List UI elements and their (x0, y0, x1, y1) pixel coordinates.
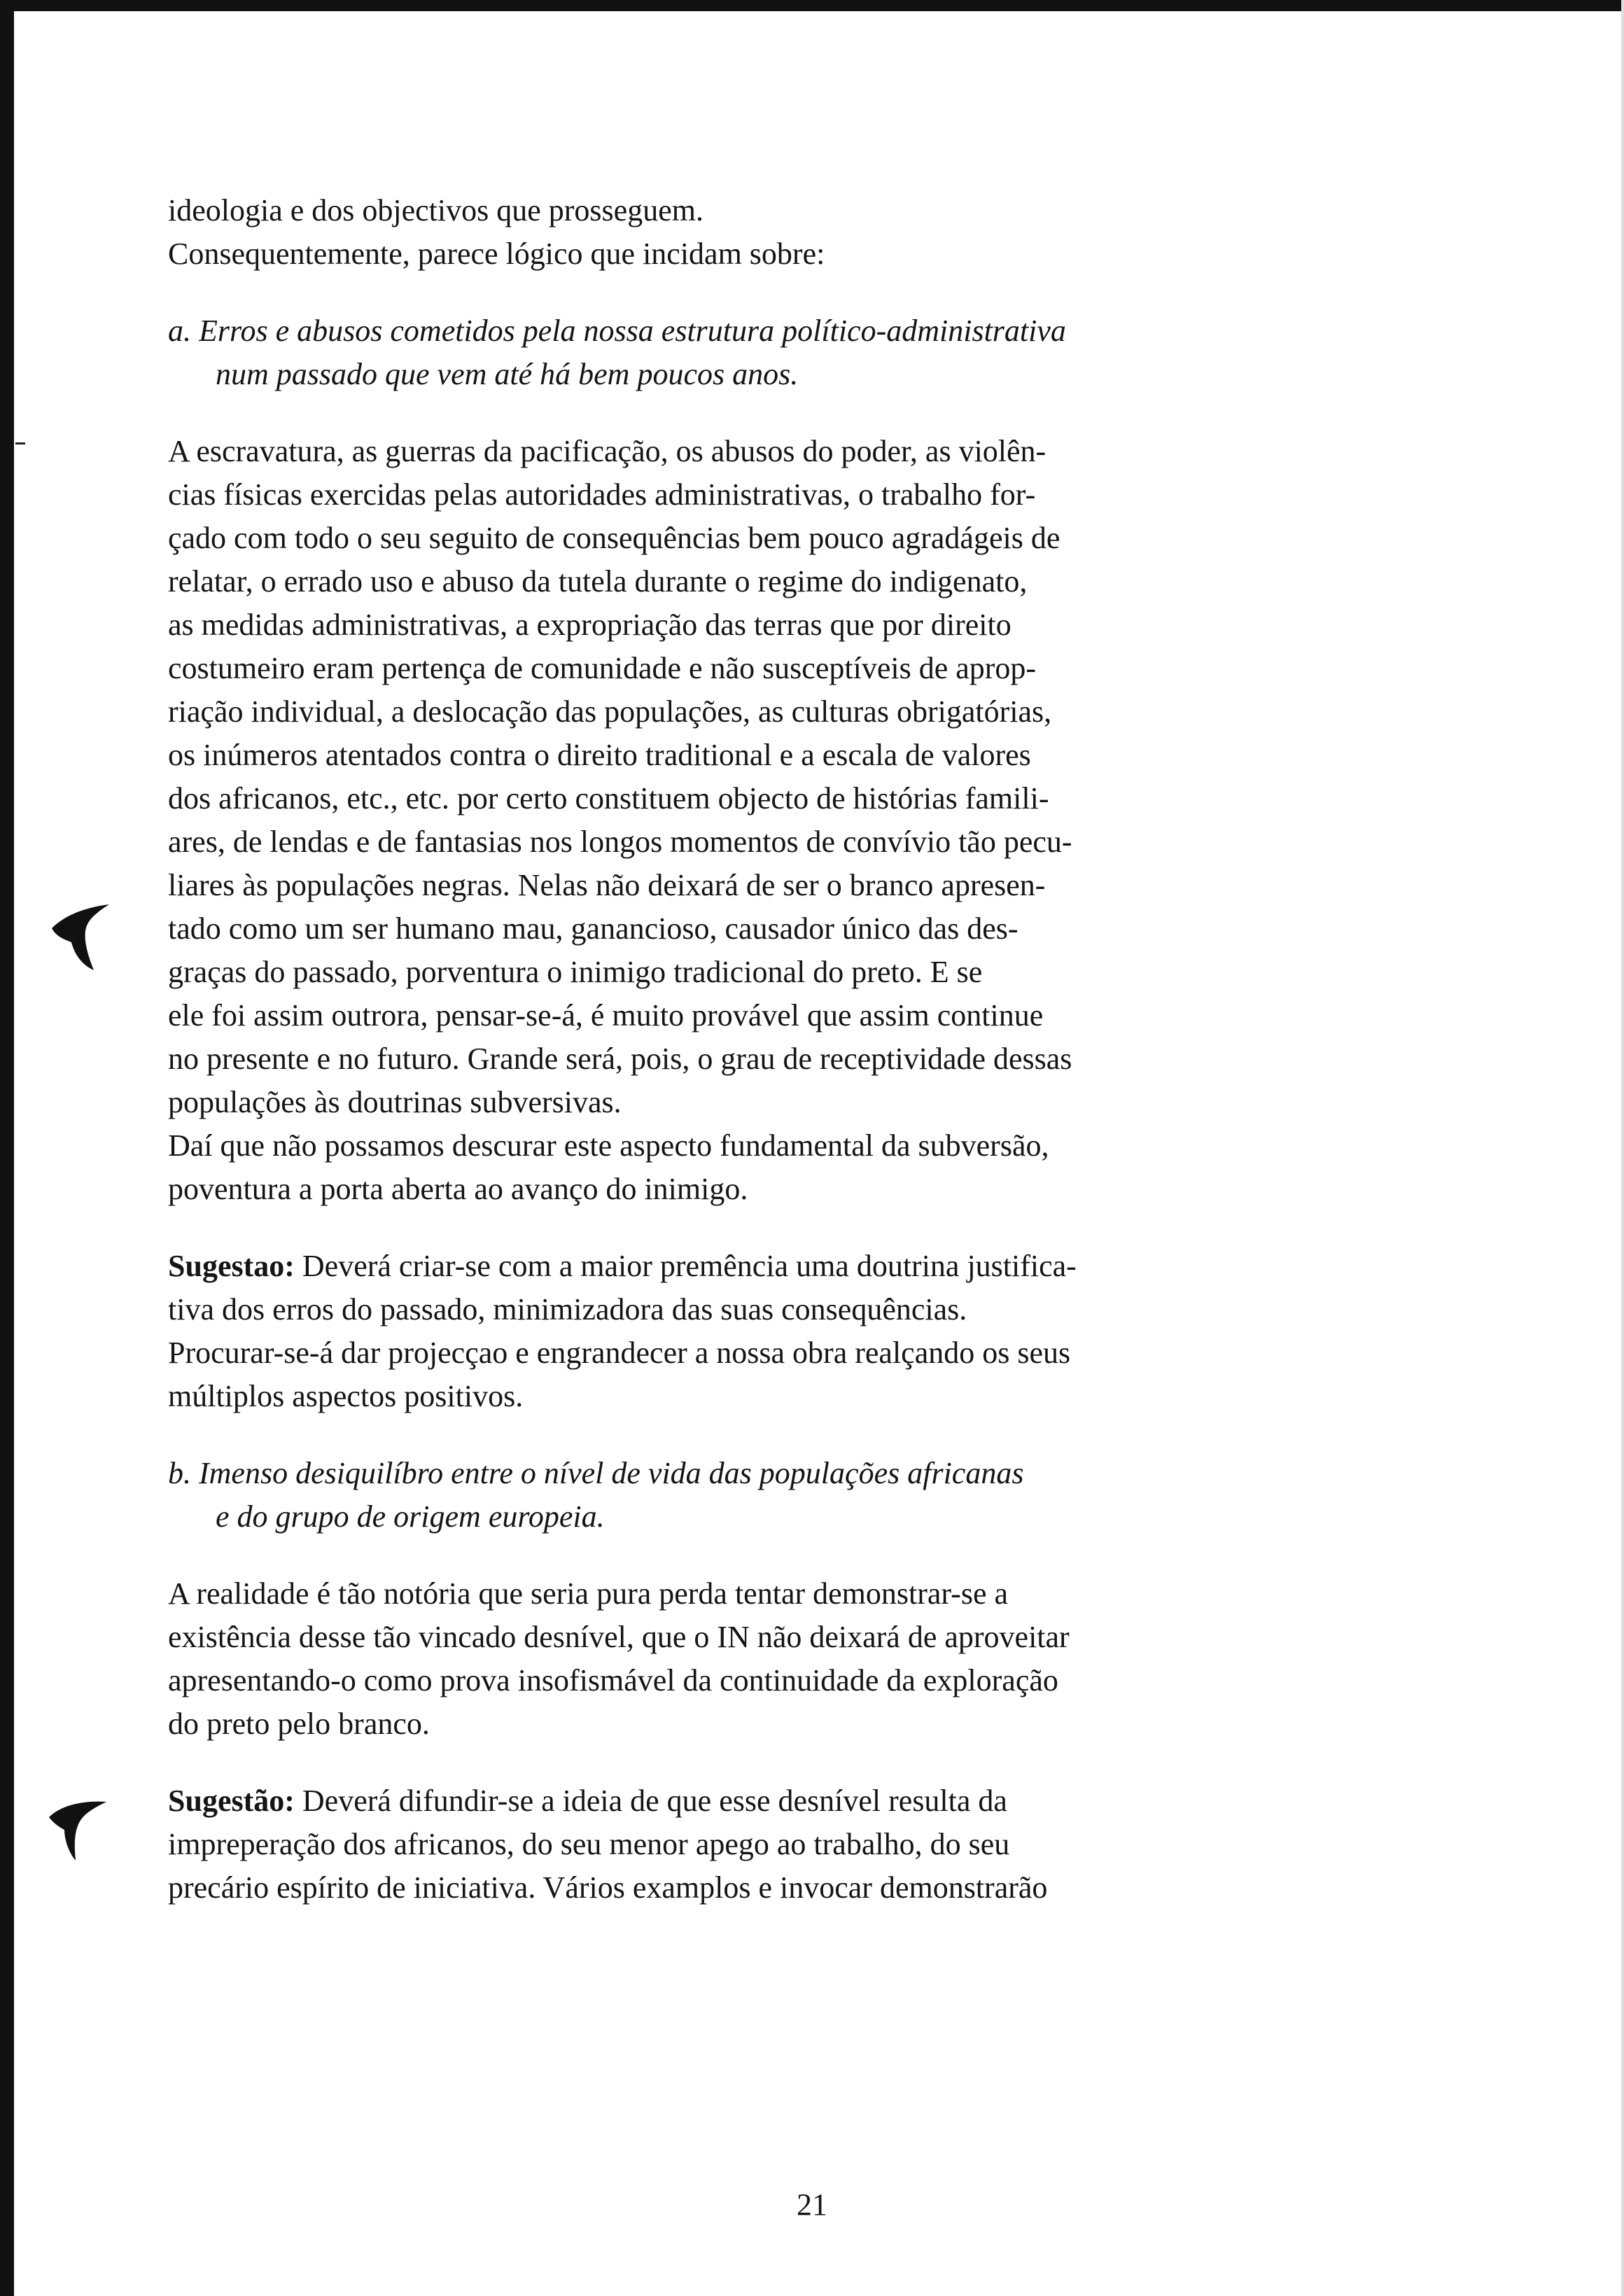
text-line: tado como um ser humano mau, ganancioso, causador único das des- (168, 911, 1018, 946)
text-line: liares às populações negras. Nelas não deixará de ser o branco apresen- (168, 868, 1046, 902)
heading-text: Erros e abusos cometidos pela nossa estrutura político-administrativa (199, 314, 1066, 348)
text-line: dos africanos, etc., etc. por certo constituem objecto de histórias famili- (168, 781, 1049, 816)
paragraph-reality (168, 1572, 1309, 1746)
suggestion-b (168, 1779, 1309, 1910)
section-heading-a (168, 309, 1309, 396)
suggestion-text: Deverá difundir-se a ideia de que esse desnível resulta da (302, 1784, 1007, 1818)
text-line: os inúmeros atentados contra o direito traditional e a escala de valores (168, 738, 1031, 772)
text-line: Daí que não possamos descurar este aspecto fundamental da subversão, (168, 1128, 1049, 1163)
scan-left-edge (0, 0, 14, 2296)
text-line: ideologia e dos objectivos que prosseguem. (168, 193, 704, 227)
text-line: populações às doutrinas subversivas. (168, 1085, 622, 1119)
text-line: tiva dos erros do passado, minimizadora das suas consequências. (168, 1292, 967, 1326)
suggestion-text: Deverá criar-se com a maior premência uma doutrina justifica- (302, 1249, 1077, 1283)
heading-text: Imenso desiquilíbro entre o nível de vida das populações africanas (199, 1456, 1024, 1490)
text-line: apresentando-o como prova insofismável da continuidade da exploração (168, 1663, 1058, 1698)
text-line (168, 1245, 1309, 1288)
text-line: as medidas administrativas, a expropriação das terras que por direito (168, 608, 1011, 642)
text-line: riação individual, a deslocação das populações, as culturas obrigatórias, (168, 694, 1052, 729)
page-number: 21 (797, 2188, 827, 2222)
text-line: poventura a porta aberta ao avanço do inimigo. (168, 1172, 748, 1206)
text-line: cias físicas exercidas pelas autoridades administrativas, o trabalho for- (168, 477, 1036, 512)
scan-right-edge (1621, 0, 1624, 2296)
section-label: b. (168, 1456, 191, 1490)
section-label: a. (168, 314, 191, 348)
section-heading-b (168, 1452, 1309, 1539)
text-line: do preto pelo branco. (168, 1707, 430, 1741)
heading-line (168, 309, 1309, 353)
text-line: çado com todo o seu seguito de consequências bem pouco agradágeis de (168, 521, 1060, 555)
text-line: costumeiro eram pertença de comunidade e não susceptíveis de aprop- (168, 651, 1037, 685)
text-line: impreperação dos africanos, do seu menor apego ao trabalho, do seu (168, 1827, 1010, 1861)
text-line: múltiplos aspectos positivos. (168, 1379, 524, 1413)
heading-line (168, 1452, 1309, 1495)
text-line (168, 1779, 1309, 1823)
text-line: Procurar-se-á dar projecçao e engrandecer a nossa obra realçando os seus (168, 1336, 1071, 1370)
text-line: existência desse tão vincado desnível, que o IN não deixará de aproveitar (168, 1620, 1070, 1654)
paragraph-abuses (168, 430, 1309, 1211)
suggestion-a (168, 1245, 1309, 1418)
text-line: ele foi assim outrora, pensar-se-á, é muito provável que assim continue (168, 998, 1044, 1032)
scan-speck (15, 442, 25, 444)
text-line: A realidade é tão notória que seria pura perda tentar demonstrar-se a (168, 1576, 1009, 1611)
text-line: graças do passado, porventura o inimigo tradicional do preto. E se (168, 955, 983, 989)
text-line: ares, de lendas e de fantasias nos longos momentos de convívio tão pecu- (168, 825, 1072, 859)
heading-line: num passado que vem até há bem poucos anos. (216, 357, 799, 391)
text-line: relatar, o errado uso e abuso da tutela durante o regime do indigenato, (168, 564, 1028, 598)
text-line: A escravatura, as guerras da pacificação, os abusos do poder, as violên- (168, 434, 1046, 468)
scan-top-edge (0, 0, 1624, 11)
ink-blot-mark (45, 900, 112, 976)
document-body (168, 189, 1309, 1943)
paragraph-intro (168, 189, 1309, 276)
ink-blot-mark (43, 1796, 111, 1866)
text-line: Consequentemente, parece lógico que incidam sobre: (168, 237, 825, 271)
heading-line: e do grupo de origem europeia. (216, 1499, 605, 1534)
text-line: no presente e no futuro. Grande será, pois, o grau de receptividade dessas (168, 1042, 1072, 1076)
text-line: precário espírito de iniciativa. Vários examplos e invocar demonstrarão (168, 1870, 1048, 1905)
suggestion-label: Sugestão: (168, 1784, 295, 1818)
suggestion-label: Sugestao: (168, 1249, 295, 1283)
